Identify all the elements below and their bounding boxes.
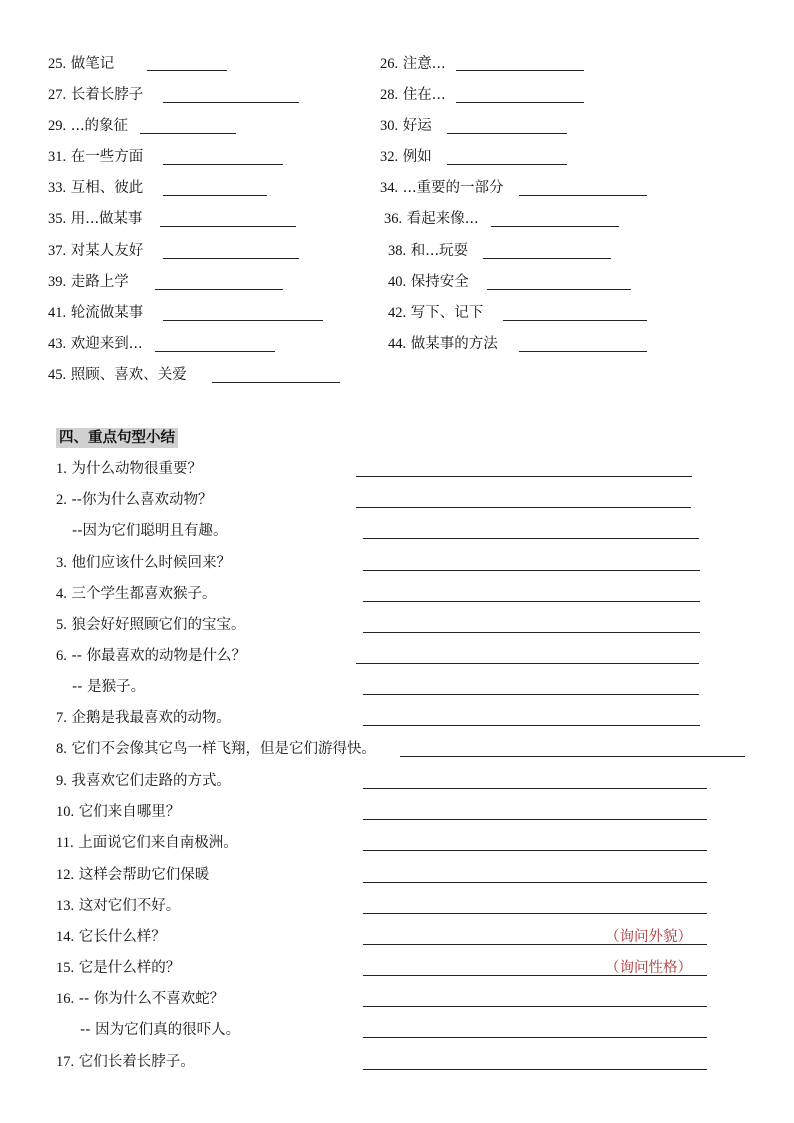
answer-blank[interactable] [456, 70, 584, 71]
phrase-item: 39. 走路上学 [48, 274, 129, 290]
answer-blank[interactable] [519, 195, 647, 196]
answer-line[interactable] [356, 476, 692, 477]
answer-blank[interactable] [503, 320, 647, 321]
answer-blank[interactable] [155, 289, 283, 290]
phrase-item: 26. 注意... [380, 56, 446, 72]
sentence-item: 4. 三个学生都喜欢猴子。 [56, 586, 217, 602]
sentence-item: 2. --你为什么喜欢动物？ [56, 492, 213, 508]
answer-line[interactable] [356, 507, 691, 508]
answer-line[interactable] [363, 538, 699, 539]
answer-blank[interactable] [163, 164, 283, 165]
answer-line[interactable] [363, 913, 707, 914]
answer-blank[interactable] [147, 70, 227, 71]
answer-blank[interactable] [447, 164, 567, 165]
answer-blank[interactable] [160, 226, 296, 227]
sentence-item: -- 是猴子。 [72, 679, 146, 695]
phrase-item: 30. 好运 [380, 118, 432, 134]
sentence-item: 3. 他们应该什么时候回来？ [56, 555, 231, 571]
sentence-item: 15. 它是什么样的？ [56, 960, 181, 976]
answer-blank[interactable] [487, 289, 631, 290]
answer-line[interactable] [363, 725, 700, 726]
phrase-item: 25. 做笔记 [48, 56, 115, 72]
answer-line[interactable] [363, 819, 707, 820]
answer-line[interactable] [363, 570, 700, 571]
answer-blank[interactable] [212, 382, 340, 383]
answer-blank[interactable] [163, 195, 267, 196]
phrase-item: 33. 互相、彼此 [48, 180, 144, 196]
answer-line[interactable] [356, 663, 699, 664]
phrase-item: 31. 在一些方面 [48, 149, 144, 165]
answer-line[interactable] [363, 882, 707, 883]
phrase-item: 43. 欢迎来到... [48, 336, 143, 352]
phrase-item: 41. 轮流做某事 [48, 305, 144, 321]
answer-blank[interactable] [483, 258, 611, 259]
sentence-item: 13. 这对它们不好。 [56, 898, 181, 914]
phrase-item: 42. 写下、记下 [388, 305, 484, 321]
sentence-item: --因为它们聪明且有趣。 [72, 523, 228, 539]
hint-note: （询问外貌） [605, 929, 692, 945]
answer-blank[interactable] [163, 320, 323, 321]
answer-line[interactable] [363, 632, 700, 633]
sentence-item: -- 因为它们真的很吓人。 [80, 1022, 241, 1038]
phrase-item: 34. ...重要的一部分 [380, 180, 504, 196]
answer-line[interactable] [363, 850, 707, 851]
phrase-item: 40. 保持安全 [388, 274, 469, 290]
phrase-item: 35. 用...做某事 [48, 211, 143, 227]
answer-blank[interactable] [155, 351, 275, 352]
answer-line[interactable] [400, 756, 745, 757]
sentence-item: 5. 狼会好好照顾它们的宝宝。 [56, 617, 246, 633]
answer-line[interactable] [363, 1037, 707, 1038]
phrase-item: 27. 长着长脖子 [48, 87, 144, 103]
phrase-item: 32. 例如 [380, 149, 432, 165]
answer-line[interactable] [363, 1069, 707, 1070]
section-header: 四、重点句型小结 [56, 428, 178, 448]
sentence-item: 10. 它们来自哪里？ [56, 804, 181, 820]
answer-line[interactable] [363, 1006, 707, 1007]
answer-line[interactable] [363, 601, 700, 602]
phrase-item: 29. ...的象征 [48, 118, 129, 134]
answer-blank[interactable] [491, 226, 619, 227]
sentence-item: 12. 这样会帮助它们保暖 [56, 867, 210, 883]
answer-blank[interactable] [519, 351, 647, 352]
hint-note: （询问性格） [605, 960, 692, 976]
phrase-item: 38. 和...玩耍 [388, 243, 469, 259]
sentence-item: 8. 它们不会像其它鸟一样飞翔，但是它们游得快。 [56, 741, 376, 757]
answer-blank[interactable] [456, 102, 584, 103]
sentence-item: 1. 为什么动物很重要？ [56, 461, 202, 477]
sentence-item: 9. 我喜欢它们走路的方式。 [56, 773, 231, 789]
phrase-item: 37. 对某人友好 [48, 243, 144, 259]
sentence-item: 17. 它们长着长脖子。 [56, 1054, 195, 1070]
phrase-item: 44. 做某事的方法 [388, 336, 498, 352]
answer-line[interactable] [363, 694, 699, 695]
phrase-item: 28. 住在... [380, 87, 446, 103]
sentence-item: 16. -- 你为什么不喜欢蛇？ [56, 991, 225, 1007]
sentence-item: 6. -- 你最喜欢的动物是什么？ [56, 648, 247, 664]
answer-blank[interactable] [447, 133, 567, 134]
sentence-item: 14. 它长什么样？ [56, 929, 166, 945]
sentence-item: 7. 企鹅是我最喜欢的动物。 [56, 710, 231, 726]
answer-blank[interactable] [163, 102, 299, 103]
phrase-item: 45. 照顾、喜欢、关爱 [48, 367, 187, 383]
answer-line[interactable] [363, 788, 707, 789]
answer-blank[interactable] [163, 258, 299, 259]
sentence-item: 11. 上面说它们来自南极洲。 [56, 835, 238, 851]
answer-blank[interactable] [140, 133, 236, 134]
phrase-item: 36. 看起来像... [384, 211, 479, 227]
